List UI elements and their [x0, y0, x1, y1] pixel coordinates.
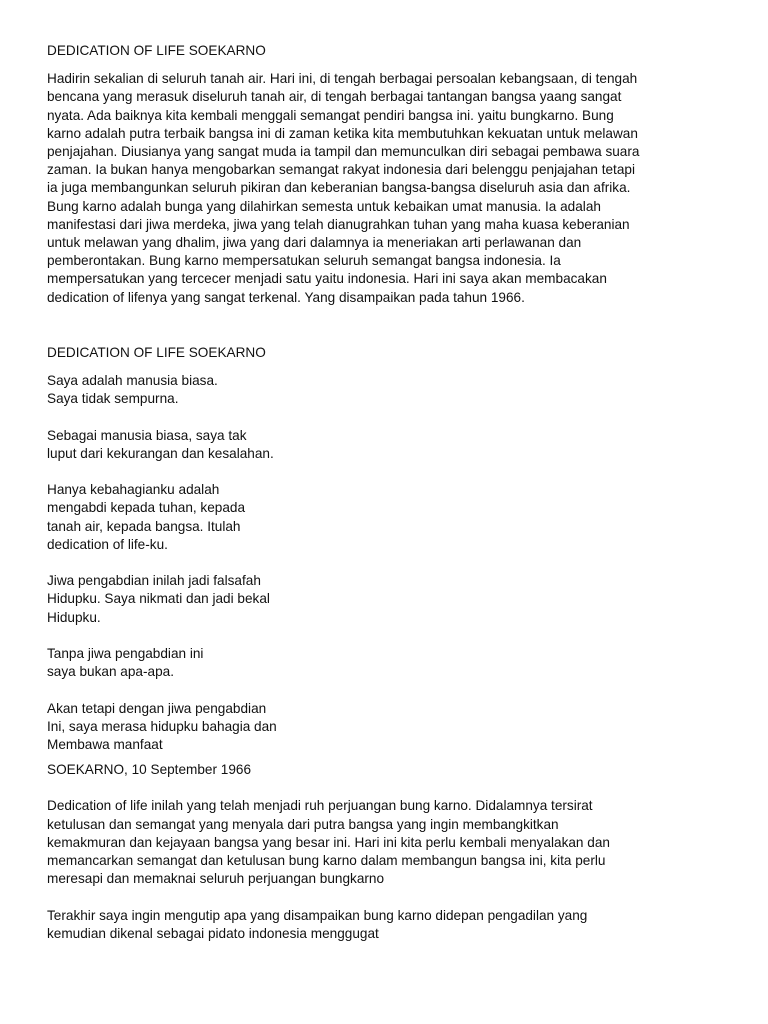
poem-line: Saya tidak sempurna.: [47, 391, 179, 407]
text-line: meresapi dan memaknai seluruh perjuangan bungkarno: [47, 871, 385, 887]
poem-line: dedication of life-ku.: [47, 536, 168, 552]
text-line: ia juga membangunkan seluruh pikiran dan keberanian bangsa-bangsa diseluruh asia dan afrika.: [47, 180, 631, 196]
text-line: bencana yang merasuk diseluruh tanah air, di tengah berbagai tantangan bangsa yaang sangat: [47, 89, 622, 105]
poem-stanza: [47, 572, 747, 627]
poem-line: Akan tetapi dengan jiwa pengabdian: [47, 700, 267, 716]
text-line: penjajahan. Diusianya yang sangat muda ia tampil dan memunculkan diri sebagai pembawa suara: [47, 144, 640, 160]
poem-stanza: [47, 427, 747, 463]
text-line: karno adalah putra terbaik bangsa ini di zaman ketika kita membutuhkan kekuatan untuk melawan: [47, 125, 638, 141]
text-line: pemberontakan. Bung karno mempersatukan seluruh semangat bangsa indonesia. Ia: [47, 253, 561, 269]
text-line: Terakhir saya ingin mengutip apa yang disampaikan bung karno didepan pengadilan yang: [47, 907, 588, 923]
poem-stanza: [47, 372, 747, 408]
text-line: memancarkan semangat dan ketulusan bung karno dalam membangun bangsa ini, kita perlu: [47, 853, 606, 869]
poem-stanza: [47, 700, 747, 755]
text-line: ketulusan dan semangat yang menyala dari putra bangsa yang ingin membangkitkan: [47, 816, 559, 832]
intro-paragraph: [47, 70, 747, 307]
poem-line: Hidupku. Saya nikmati dan jadi bekal: [47, 591, 270, 607]
text-line: kemakmuran dan kejayaan bangsa yang besar ini. Hari ini kita perlu kembali menyalakan dan: [47, 834, 610, 850]
poem-line: tanah air, kepada bangsa. Itulah: [47, 518, 241, 534]
poem-line: Saya adalah manusia biasa.: [47, 373, 218, 389]
poem-title: DEDICATION OF LIFE SOEKARNO: [47, 344, 266, 360]
poem-stanza: [47, 645, 747, 681]
text-line: Dedication of life inilah yang telah menjadi ruh perjuangan bung karno. Didalamnya tersirat: [47, 798, 593, 814]
closing-paragraph: [47, 907, 747, 943]
poem-line: Hanya kebahagianku adalah: [47, 482, 220, 498]
poem-line: Jiwa pengabdian inilah jadi falsafah: [47, 573, 261, 589]
text-line: mempersatukan yang tercecer menjadi satu yaitu indonesia. Hari ini saya akan membacakan: [47, 271, 607, 287]
text-line: zaman. Ia bukan hanya mengobarkan semangat rakyat indonesia dari belenggu penjajahan tetapi: [47, 162, 635, 178]
poem-line: luput dari kekurangan dan kesalahan.: [47, 445, 274, 461]
closing-paragraph: [47, 797, 747, 888]
poem-line: saya bukan apa-apa.: [47, 664, 174, 680]
poem-line: Sebagai manusia biasa, saya tak: [47, 427, 247, 443]
text-line: dedication of lifenya yang sangat terkenal. Yang disampaikan pada tahun 1966.: [47, 289, 525, 305]
poem-line: Hidupku.: [47, 609, 101, 625]
text-line: Bung karno adalah bunga yang dilahirkan semesta untuk kebaikan umat manusia. Ia adalah: [47, 198, 601, 214]
document-page: [47, 42, 747, 961]
poem-line: Tanpa jiwa pengabdian ini: [47, 646, 204, 662]
poem-stanza: [47, 481, 747, 554]
text-line: manifestasi dari jiwa merdeka, jiwa yang telah dianugrahkan tuhan yang maha kuasa keberanian: [47, 216, 630, 232]
intro-title: DEDICATION OF LIFE SOEKARNO: [47, 43, 266, 58]
text-line: nyata. Ada baiknya kita kembali menggali semangat pendiri bangsa ini. yaitu bungkarno. Bung: [47, 107, 614, 123]
poem-line: mengabdi kepada tuhan, kepada: [47, 500, 246, 516]
text-line: Hadirin sekalian di seluruh tanah air. Hari ini, di tengah berbagai persoalan kebangsaan, di tengah: [47, 71, 638, 87]
poem-line: Ini, saya merasa hidupku bahagia dan: [47, 718, 277, 734]
text-line: kemudian dikenal sebagai pidato indonesia menggugat: [47, 925, 379, 941]
poem-line: Membawa manfaat: [47, 737, 163, 753]
text-line: untuk melawan yang dhalim, jiwa yang dari dalamnya ia meneriakan arti perlawanan dan: [47, 235, 582, 251]
poem-signature: SOEKARNO, 10 September 1966: [47, 762, 252, 778]
